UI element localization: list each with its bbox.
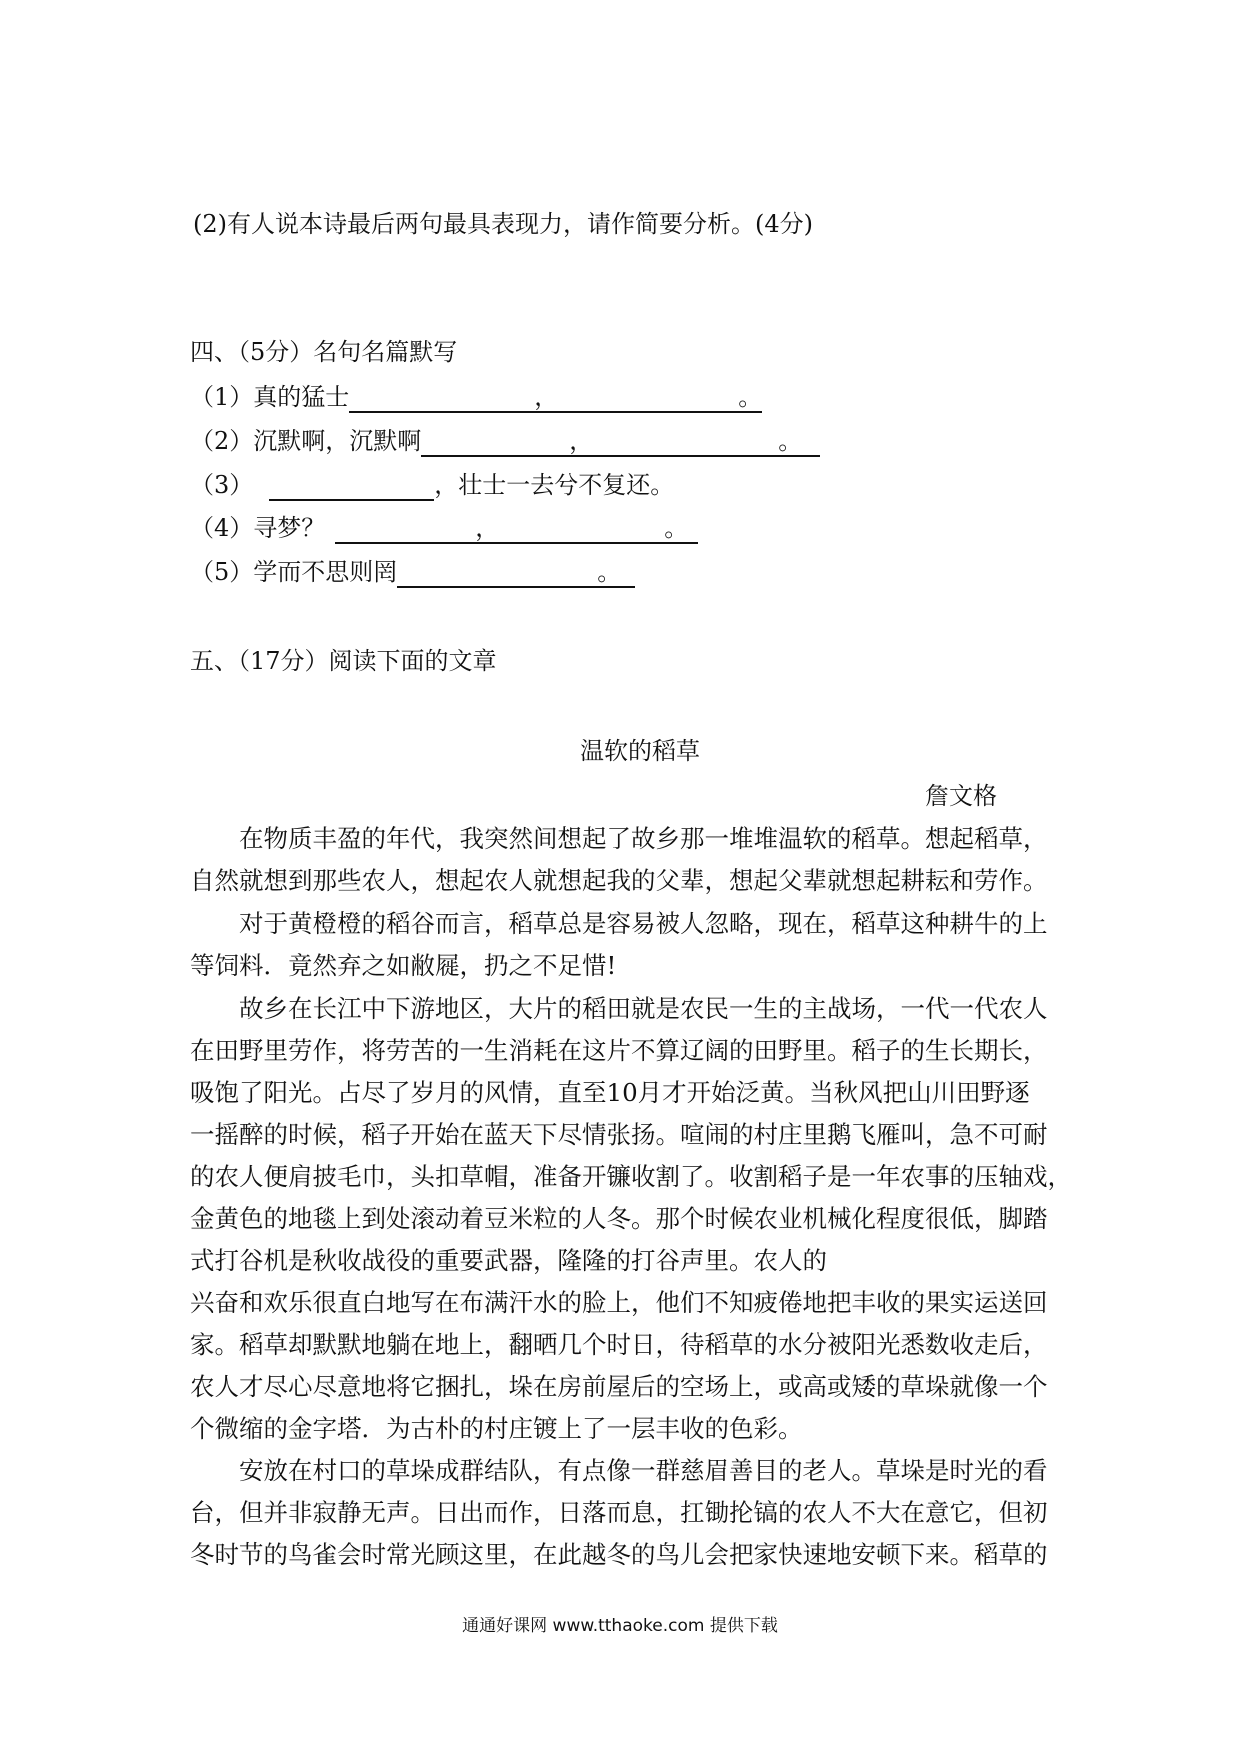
fill-blank-3a[interactable] (269, 471, 434, 501)
paragraph-line: 在田野里劳作，将劳苦的一生消耗在这片不算辽阔的田野里。稻子的生长期长， (190, 1036, 1048, 1065)
section-5-heading: 五、（17分）阅读下面的文章 (190, 647, 497, 675)
article-paragraph-1 (190, 818, 1060, 902)
fill-item-1-label: （1）真的猛士 (190, 383, 350, 411)
fill-item-1 (190, 382, 762, 412)
paragraph-line: 对于黄橙橙的稻谷而言，稻草总是容易被人忽略，现在，稻草这种耕牛的上 (239, 909, 1048, 938)
fill-blank-4a[interactable]: ， 。 (335, 514, 698, 544)
question-3-part-2: (2)有人说本诗最后两句最具表现力，请作简要分析。(4分) (193, 210, 813, 238)
paragraph-line: 故乡在长江中下游地区，大片的稻田就是农民一生的主战场，一代一代农人 (239, 994, 1048, 1023)
article-title: 温软的稻草 (580, 737, 700, 765)
fill-item-2-label: （2）沉默啊，沉默啊 (190, 427, 422, 455)
paragraph-line: 金黄色的地毯上到处滚动着豆米粒的人冬。那个时候农业机械化程度很低，脚踏 (190, 1204, 1048, 1233)
fill-blank-5a[interactable]: 。 (397, 558, 635, 588)
paragraph-line: 的农人便肩披毛巾，头扣草帽，准备开镰收割了。收割稻子是一年农事的压轴戏， (190, 1162, 1072, 1191)
paragraph-line: 在物质丰盈的年代，我突然间想起了故乡那一堆堆温软的稻草。想起稻草， (239, 824, 1048, 853)
paragraph-line: 台，但并非寂静无声。日出而作，日落而息，扛锄抡镐的农人不大在意它，但初 (190, 1498, 1048, 1527)
paragraph-line: 农人才尽心尽意地将它捆扎，垛在房前屋后的空场上，或高或矮的草垛就像一个 (190, 1372, 1048, 1401)
fill-item-2 (190, 426, 820, 456)
paragraph-line: 冬时节的鸟雀会时常光顾这里，在此越冬的鸟儿会把家快速地安顿下来。稻草的 (190, 1540, 1048, 1569)
fill-item-5-label: （5）学而不思则罔 (190, 558, 398, 586)
page-footer: 通通好课网 www.tthaoke.com 提供下载 (462, 1616, 778, 1636)
paragraph-line: 个微缩的金字塔．为古朴的村庄镀上了一层丰收的色彩。 (190, 1414, 803, 1443)
article-paragraph-2 (190, 903, 1060, 987)
fill-item-5 (190, 557, 635, 587)
section-4-heading: 四、（5分）名句名篇默写 (190, 338, 458, 366)
paragraph-line: 家。稻草却默默地躺在地上，翻晒几个时日，待稻草的水分被阳光悉数收走后， (190, 1330, 1048, 1359)
fill-item-3-label: （3） (190, 471, 254, 499)
fill-item-4 (190, 513, 698, 543)
paragraph-line: 一摇醉的时候，稻子开始在蓝天下尽情张扬。喧闹的村庄里鹅飞雁叫，急不可耐 (190, 1120, 1048, 1149)
fill-item-4-label: （4）寻梦？ (190, 514, 326, 542)
fill-item-3-tail: ，壮士一去兮不复还。 (434, 471, 675, 499)
fill-blank-1a[interactable]: ， 。 (349, 383, 762, 413)
paragraph-line: 安放在村口的草垛成群结队，有点像一群慈眉善目的老人。草垛是时光的看 (239, 1456, 1048, 1485)
paragraph-line: 吸饱了阳光。占尽了岁月的风情，直至10月才开始泛黄。当秋风把山川田野逐 (190, 1078, 1030, 1107)
article-paragraph-4 (190, 1450, 1060, 1576)
article-paragraph-3 (190, 988, 1072, 1450)
paragraph-line: 自然就想到那些农人，想起农人就想起我的父辈，想起父辈就想起耕耘和劳作。 (190, 866, 1048, 895)
paragraph-line: 式打谷机是秋收战役的重要武器，隆隆的打谷声里。农人的 (190, 1246, 827, 1275)
paragraph-line: 兴奋和欢乐很直白地写在布满汗水的脸上，他们不知疲倦地把丰收的果实运送回 (190, 1288, 1048, 1317)
fill-blank-2a[interactable]: ， 。 (421, 427, 820, 457)
paragraph-line: 等饲料．竟然弃之如敝屣，扔之不足惜! (190, 951, 617, 980)
article-author: 詹文格 (925, 782, 997, 810)
fill-item-3 (190, 470, 674, 500)
